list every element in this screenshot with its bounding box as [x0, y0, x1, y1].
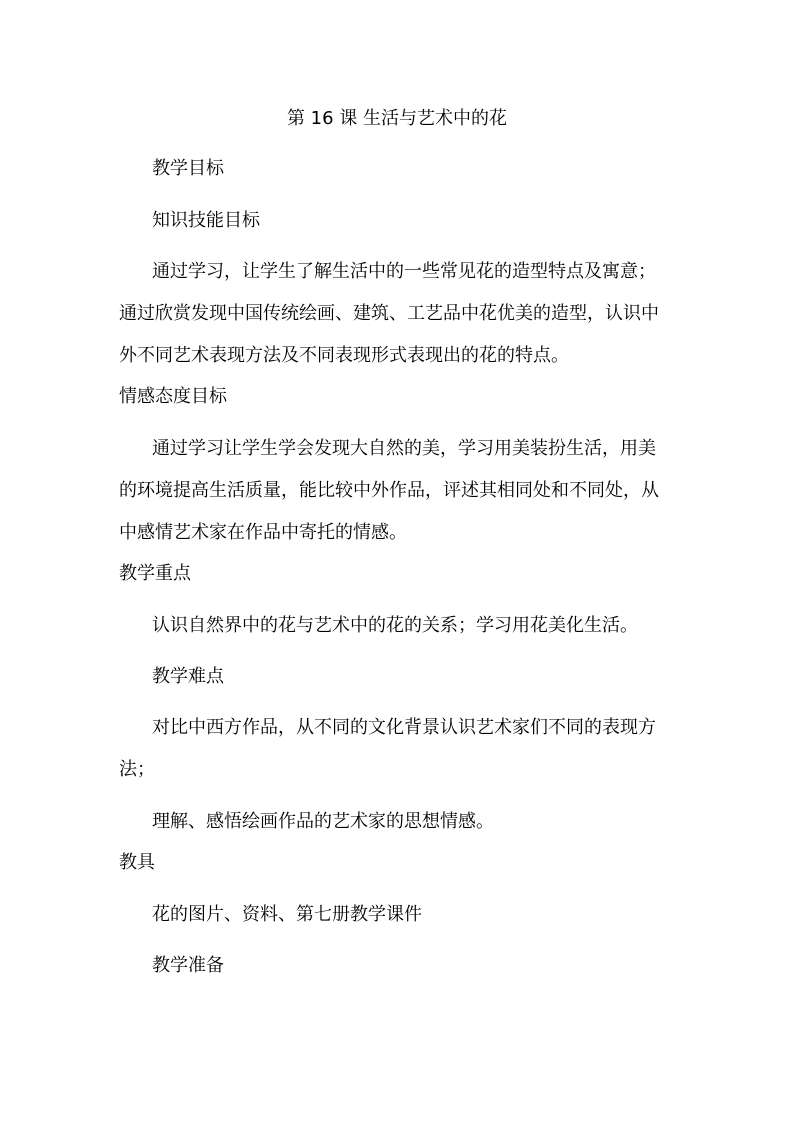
heading-key-points: 教学重点 — [119, 563, 191, 584]
heading-tools: 教具 — [119, 852, 155, 873]
paragraph-line: 花的图片、资料、第七册教学课件 — [152, 904, 422, 925]
paragraph-line: 认识自然界中的花与艺术中的花的关系；学习用花美化生活。 — [152, 615, 638, 636]
paragraph-line: 通过学习，让学生了解生活中的一些常见花的造型特点及寓意； — [152, 261, 656, 282]
heading-preparation: 教学准备 — [152, 955, 224, 976]
heading-difficulties: 教学难点 — [152, 666, 224, 687]
paragraph-line: 的环境提高生活质量，能比较中外作品，评述其相同处和不同处，从 — [119, 480, 659, 501]
page-title: 第 16 课 生活与艺术中的花 — [286, 108, 508, 129]
paragraph-line: 中感情艺术家在作品中寄托的情感。 — [119, 522, 407, 543]
paragraph-line: 外不同艺术表现方法及不同表现形式表现出的花的特点。 — [119, 345, 569, 366]
paragraph-line: 通过学习让学生学会发现大自然的美，学习用美装扮生活，用美 — [152, 438, 656, 459]
heading-teaching-goals: 教学目标 — [152, 158, 224, 179]
paragraph-line: 法； — [119, 759, 155, 780]
paragraph-line: 通过欣赏发现中国传统绘画、建筑、工艺品中花优美的造型，认识中 — [119, 303, 659, 324]
paragraph-line: 对比中西方作品，从不同的文化背景认识艺术家们不同的表现方 — [152, 717, 656, 738]
heading-knowledge-goals: 知识技能目标 — [152, 210, 260, 231]
paragraph-line: 理解、感悟绘画作品的艺术家的思想情感。 — [152, 811, 494, 832]
heading-emotion-goals: 情感态度目标 — [119, 386, 227, 407]
